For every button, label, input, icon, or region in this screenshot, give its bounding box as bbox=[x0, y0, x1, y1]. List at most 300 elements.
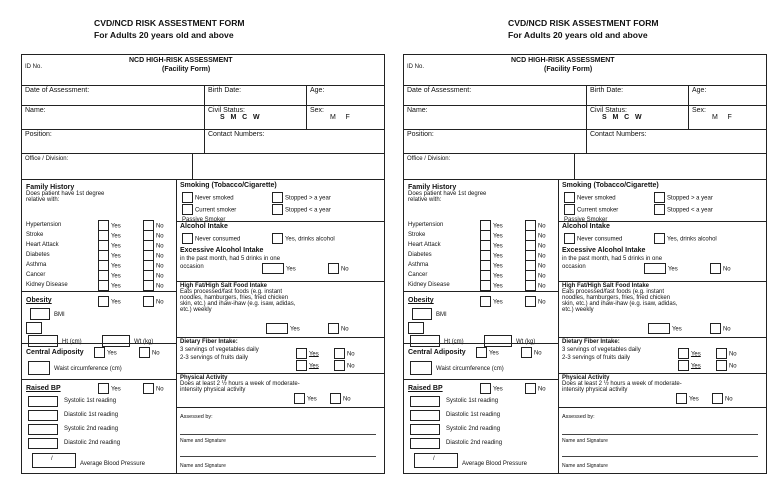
passive-smoker-label: Passive Smoker bbox=[564, 217, 608, 223]
alcohol-divider bbox=[558, 221, 766, 222]
activity-line2: intensity physical activity bbox=[180, 387, 246, 393]
fiber bbox=[180, 339, 382, 373]
yes-label: Yes bbox=[306, 396, 317, 403]
systolic1-box[interactable] bbox=[28, 396, 58, 407]
drinks-alcohol-label: Yes, drinks alcohol bbox=[666, 236, 717, 243]
no-checkbox[interactable] bbox=[328, 323, 339, 334]
yes-checkbox[interactable] bbox=[644, 263, 666, 274]
no-label: No bbox=[155, 233, 164, 240]
yes-label: Yes bbox=[308, 351, 319, 358]
assessed-by bbox=[180, 414, 380, 470]
central-adiposity bbox=[26, 346, 176, 380]
yes-checkbox[interactable] bbox=[476, 347, 487, 358]
name-signature-label-1: Name and Signature bbox=[180, 438, 226, 444]
bmi-box-2[interactable] bbox=[408, 322, 424, 334]
yes-label: Yes bbox=[690, 351, 701, 358]
avg-bp-slash: / bbox=[51, 456, 53, 462]
raised-bp bbox=[408, 382, 558, 474]
no-checkbox[interactable] bbox=[139, 347, 150, 358]
yes-checkbox[interactable] bbox=[480, 383, 491, 394]
activity-title: Physical Activity bbox=[180, 375, 228, 381]
sex-label: Sex: bbox=[310, 107, 325, 114]
family-sub1: Does patient have 1st degree bbox=[26, 191, 105, 197]
office-label: Office / Division: bbox=[25, 156, 69, 162]
highfat-line1: Eats processed/fast foods (e.g. instant bbox=[180, 289, 283, 295]
form-title-row bbox=[404, 55, 766, 86]
name-signature-label-2: Name and Signature bbox=[562, 463, 608, 469]
fiber-line1: 3 servings of vegetables daily bbox=[562, 347, 641, 353]
highfat-line2: noodles, hamburgers, fries, fried chicken bbox=[562, 295, 671, 301]
no-label: No bbox=[155, 263, 164, 270]
yes-checkbox[interactable] bbox=[480, 280, 491, 291]
obesity-title: Obesity bbox=[26, 297, 52, 304]
diastolic2-box[interactable] bbox=[28, 438, 58, 449]
adiposity-section bbox=[22, 343, 176, 344]
yes-checkbox[interactable] bbox=[480, 296, 491, 307]
systolic1-label: Systolic 1st reading bbox=[64, 398, 117, 404]
yes-label: Yes bbox=[492, 253, 503, 260]
family-history bbox=[408, 184, 556, 203]
yes-label: Yes bbox=[106, 350, 117, 357]
alcohol-title: Alcohol Intake bbox=[562, 223, 610, 230]
diastolic2-box[interactable] bbox=[410, 438, 440, 449]
assessment-form-right bbox=[403, 54, 767, 474]
no-label: No bbox=[537, 223, 546, 230]
sex-label: Sex: bbox=[692, 107, 707, 114]
highfat-divider bbox=[558, 281, 766, 282]
yes-checkbox[interactable] bbox=[266, 323, 288, 334]
smoking-title: Smoking (Tobacco/Cigarette) bbox=[180, 182, 277, 189]
signature-line bbox=[180, 434, 376, 435]
no-label: No bbox=[537, 253, 546, 260]
wt-label: Wt (kg) bbox=[134, 339, 154, 345]
civil-label: Civil Status: bbox=[208, 107, 245, 114]
diastolic1-label: Diastolic 1st reading bbox=[64, 412, 119, 418]
waist-label: Waist circumference (cm) bbox=[54, 366, 122, 372]
yes-label: Yes bbox=[285, 266, 296, 273]
no-checkbox[interactable] bbox=[328, 263, 339, 274]
yes-label: Yes bbox=[308, 363, 319, 370]
no-label: No bbox=[724, 396, 733, 403]
ht-label: Ht (cm) bbox=[444, 339, 464, 345]
position-row bbox=[22, 129, 384, 154]
form-subtitle: For Adults 20 years old and above bbox=[94, 30, 234, 40]
bp-title: Raised BP bbox=[26, 385, 61, 392]
form-header-left bbox=[94, 17, 245, 41]
systolic1-label: Systolic 1st reading bbox=[446, 398, 499, 404]
name-label: Name: bbox=[25, 107, 46, 114]
avg-bp-slash: / bbox=[433, 456, 435, 462]
current-smoker-label: Current smoker bbox=[194, 207, 237, 214]
diastolic1-label: Diastolic 1st reading bbox=[446, 412, 501, 418]
family-title: Family History bbox=[26, 184, 75, 191]
facility-subtitle: (Facility Form) bbox=[162, 66, 211, 73]
highfat-line4: etc.) weekly bbox=[180, 307, 212, 313]
no-label: No bbox=[533, 350, 542, 357]
no-checkbox[interactable] bbox=[710, 323, 721, 334]
date-label: Date of Assessment: bbox=[407, 87, 472, 94]
no-label: No bbox=[155, 386, 164, 393]
yes-label: Yes bbox=[492, 273, 503, 280]
no-checkbox[interactable] bbox=[334, 360, 345, 371]
signature-line bbox=[562, 434, 758, 435]
stopped-lt-checkbox[interactable] bbox=[272, 204, 283, 215]
stopped-lt-label: Stopped < a year bbox=[666, 207, 713, 214]
yes-label: Yes bbox=[110, 253, 121, 260]
systolic1-box[interactable] bbox=[410, 396, 440, 407]
sex-options: M F bbox=[712, 114, 732, 121]
family-item: Asthma bbox=[26, 262, 47, 268]
family-item: Diabetes bbox=[408, 252, 432, 258]
no-checkbox[interactable] bbox=[521, 347, 532, 358]
contact-label: Contact Numbers: bbox=[208, 131, 265, 138]
no-checkbox[interactable] bbox=[143, 296, 154, 307]
central-adiposity bbox=[408, 346, 558, 380]
yes-checkbox[interactable] bbox=[294, 393, 305, 404]
yes-checkbox[interactable] bbox=[678, 348, 689, 359]
yes-checkbox[interactable] bbox=[262, 263, 284, 274]
yes-label: Yes bbox=[492, 299, 503, 306]
excessive-title: Excessive Alcohol Intake bbox=[562, 247, 646, 254]
age-label: Age: bbox=[310, 87, 325, 94]
systolic2-box[interactable] bbox=[410, 424, 440, 435]
drinks-alcohol-checkbox[interactable] bbox=[654, 233, 665, 244]
systolic2-label: Systolic 2nd reading bbox=[446, 426, 501, 432]
no-label: No bbox=[342, 396, 351, 403]
civil-options: S M C W bbox=[602, 114, 642, 121]
fiber-line1: 3 servings of vegetables daily bbox=[180, 347, 259, 353]
bmi-box-2[interactable] bbox=[26, 322, 42, 334]
drinks-alcohol-checkbox[interactable] bbox=[272, 233, 283, 244]
yes-checkbox[interactable] bbox=[296, 360, 307, 371]
passive-smoker-label: Passive Smoker bbox=[182, 217, 226, 223]
family-item: Hypertension bbox=[26, 222, 62, 228]
office-label: Office / Division: bbox=[407, 156, 451, 162]
bp-section bbox=[404, 379, 558, 380]
date-row bbox=[404, 85, 766, 106]
waist-box[interactable] bbox=[28, 361, 50, 375]
column-divider bbox=[558, 179, 559, 473]
id-label: ID No. bbox=[25, 64, 43, 70]
yes-label: Yes bbox=[492, 223, 503, 230]
wt-label: Wt (kg) bbox=[516, 339, 536, 345]
fiber-title: Dietary Fiber Intake: bbox=[180, 339, 238, 345]
date-row bbox=[22, 85, 384, 106]
raised-bp bbox=[26, 382, 176, 474]
obesity-section bbox=[404, 291, 558, 292]
date-label: Date of Assessment: bbox=[25, 87, 90, 94]
systolic2-label: Systolic 2nd reading bbox=[64, 426, 119, 432]
name-signature-label-2: Name and Signature bbox=[180, 463, 226, 469]
form-subtitle: For Adults 20 years old and above bbox=[508, 30, 648, 40]
yes-checkbox[interactable] bbox=[676, 393, 687, 404]
yes-checkbox[interactable] bbox=[678, 360, 689, 371]
no-checkbox[interactable] bbox=[334, 348, 345, 359]
office-row bbox=[22, 153, 384, 180]
yes-label: Yes bbox=[688, 396, 699, 403]
yes-label: Yes bbox=[492, 283, 503, 290]
family-item: Stroke bbox=[26, 232, 44, 238]
diastolic1-box[interactable] bbox=[410, 410, 440, 421]
yes-checkbox[interactable] bbox=[648, 323, 670, 334]
yes-label: Yes bbox=[690, 363, 701, 370]
yes-label: Yes bbox=[110, 223, 121, 230]
assessed-divider bbox=[558, 407, 766, 408]
waist-box[interactable] bbox=[410, 361, 432, 375]
birth-label: Birth Date: bbox=[208, 87, 242, 94]
obesity-section bbox=[22, 291, 176, 292]
excessive-sub2: occasion bbox=[180, 264, 204, 270]
bp-title: Raised BP bbox=[408, 385, 443, 392]
no-label: No bbox=[346, 351, 355, 358]
never-consumed-label: Never consumed bbox=[194, 236, 241, 243]
avg-bp-label: Average Blood Pressure bbox=[462, 461, 527, 467]
current-smoker-checkbox[interactable] bbox=[564, 204, 575, 215]
yes-label: Yes bbox=[667, 266, 678, 273]
stopped-lt-checkbox[interactable] bbox=[654, 204, 665, 215]
diastolic1-box[interactable] bbox=[28, 410, 58, 421]
no-label: No bbox=[728, 363, 737, 370]
no-label: No bbox=[340, 326, 349, 333]
highfat-title: High Fat/High Salt Food Intake bbox=[180, 283, 267, 289]
bmi-label: BMI bbox=[54, 312, 65, 318]
no-label: No bbox=[728, 351, 737, 358]
yes-label: Yes bbox=[110, 273, 121, 280]
highfat-line2: noodles, hamburgers, fries, fried chicken bbox=[180, 295, 289, 301]
column-divider bbox=[176, 179, 177, 473]
family-item: Cancer bbox=[26, 272, 46, 278]
position-row bbox=[404, 129, 766, 154]
never-smoked-checkbox[interactable] bbox=[182, 192, 193, 203]
never-consumed-checkbox[interactable] bbox=[564, 233, 575, 244]
assessed-by-label: Assessed by: bbox=[562, 414, 595, 420]
alcohol bbox=[562, 223, 764, 283]
highfat-line1: Eats processed/fast foods (e.g. instant bbox=[562, 289, 665, 295]
diastolic2-label: Diastolic 2nd reading bbox=[64, 440, 121, 446]
family-item: Diabetes bbox=[26, 252, 50, 258]
activity-divider bbox=[558, 373, 766, 374]
excessive-sub1: in the past month, had 5 drinks in one bbox=[562, 256, 663, 262]
stopped-gt-label: Stopped > a year bbox=[666, 195, 713, 202]
obesity-title: Obesity bbox=[408, 297, 434, 304]
no-label: No bbox=[155, 253, 164, 260]
yes-label: Yes bbox=[110, 299, 121, 306]
never-smoked-checkbox[interactable] bbox=[564, 192, 575, 203]
bmi-label: BMI bbox=[436, 312, 447, 318]
no-label: No bbox=[537, 233, 546, 240]
no-label: No bbox=[155, 243, 164, 250]
yes-label: Yes bbox=[110, 233, 121, 240]
name-row bbox=[404, 105, 766, 130]
yes-label: Yes bbox=[110, 243, 121, 250]
yes-label: Yes bbox=[289, 326, 300, 333]
form-header-right bbox=[508, 17, 659, 41]
activity bbox=[562, 375, 764, 405]
no-label: No bbox=[155, 223, 164, 230]
never-smoked-label: Never smoked bbox=[194, 195, 234, 202]
yes-checkbox[interactable] bbox=[94, 347, 105, 358]
stopped-gt-checkbox[interactable] bbox=[654, 192, 665, 203]
diastolic2-label: Diastolic 2nd reading bbox=[446, 440, 503, 446]
name-label: Name: bbox=[407, 107, 428, 114]
bmi-box[interactable] bbox=[412, 308, 432, 320]
activity-line1: Does at least 2 ½ hours a week of moderate- bbox=[562, 381, 682, 387]
yes-label: Yes bbox=[110, 386, 121, 393]
yes-checkbox[interactable] bbox=[98, 280, 109, 291]
waist-label: Waist circumference (cm) bbox=[436, 366, 504, 372]
fiber-line2: 2-3 servings of fruits daily bbox=[562, 355, 631, 361]
contact-label: Contact Numbers: bbox=[590, 131, 647, 138]
family-item: Asthma bbox=[408, 262, 429, 268]
family-item: Stroke bbox=[408, 232, 426, 238]
yes-label: Yes bbox=[110, 263, 121, 270]
no-label: No bbox=[151, 350, 160, 357]
no-checkbox[interactable] bbox=[330, 393, 341, 404]
current-smoker-label: Current smoker bbox=[576, 207, 619, 214]
no-checkbox[interactable] bbox=[525, 383, 536, 394]
current-smoker-checkbox[interactable] bbox=[182, 204, 193, 215]
family-sub2: relative with: bbox=[408, 197, 442, 203]
excessive-sub2: occasion bbox=[562, 264, 586, 270]
avg-bp-box[interactable] bbox=[414, 453, 458, 468]
highfat-line3: skin, etc.) and ihaw-ihaw (e.g. isaw, adidas, bbox=[562, 301, 678, 307]
family-list bbox=[26, 221, 176, 291]
position-label: Position: bbox=[407, 131, 434, 138]
fiber-line2: 2-3 servings of fruits daily bbox=[180, 355, 249, 361]
yes-checkbox[interactable] bbox=[296, 348, 307, 359]
form-title: CVD/NCD RISK ASSESTMENT FORM bbox=[94, 18, 245, 28]
highfat bbox=[180, 283, 382, 339]
smoking-title: Smoking (Tobacco/Cigarette) bbox=[562, 182, 659, 189]
excessive-title: Excessive Alcohol Intake bbox=[180, 247, 264, 254]
excessive-sub1: in the past month, had 5 drinks in one bbox=[180, 256, 281, 262]
assessment-form-left bbox=[21, 54, 385, 474]
avg-bp-box[interactable] bbox=[32, 453, 76, 468]
yes-label: Yes bbox=[492, 386, 503, 393]
family-item: Cancer bbox=[408, 272, 428, 278]
avg-bp-label: Average Blood Pressure bbox=[80, 461, 145, 467]
highfat-line3: skin, etc.) and ihaw-ihaw (e.g. isaw, adidas, bbox=[180, 301, 296, 307]
no-label: No bbox=[537, 299, 546, 306]
no-checkbox[interactable] bbox=[710, 263, 721, 274]
never-consumed-checkbox[interactable] bbox=[182, 233, 193, 244]
never-consumed-label: Never consumed bbox=[576, 236, 623, 243]
highfat-title: High Fat/High Salt Food Intake bbox=[562, 283, 649, 289]
birth-label: Birth Date: bbox=[590, 87, 624, 94]
name-row bbox=[22, 105, 384, 130]
id-label: ID No. bbox=[407, 64, 425, 70]
never-smoked-label: Never smoked bbox=[576, 195, 616, 202]
yes-checkbox[interactable] bbox=[98, 296, 109, 307]
no-label: No bbox=[722, 326, 731, 333]
activity-line2: intensity physical activity bbox=[562, 387, 628, 393]
family-item: Heart Attack bbox=[26, 242, 59, 248]
no-checkbox[interactable] bbox=[525, 296, 536, 307]
stopped-gt-label: Stopped > a year bbox=[284, 195, 331, 202]
position-label: Position: bbox=[25, 131, 52, 138]
alcohol-divider bbox=[176, 221, 384, 222]
family-sub1: Does patient have 1st degree bbox=[408, 191, 487, 197]
no-label: No bbox=[155, 283, 164, 290]
alcohol bbox=[180, 223, 382, 283]
highfat-line4: etc.) weekly bbox=[562, 307, 594, 313]
adiposity-section bbox=[404, 343, 558, 344]
fiber-title: Dietary Fiber Intake: bbox=[562, 339, 620, 345]
no-checkbox[interactable] bbox=[143, 280, 154, 291]
alcohol-title: Alcohol Intake bbox=[180, 223, 228, 230]
form-title-row bbox=[22, 55, 384, 86]
no-label: No bbox=[346, 363, 355, 370]
yes-label: Yes bbox=[492, 263, 503, 270]
assessed-divider bbox=[176, 407, 384, 408]
no-checkbox[interactable] bbox=[712, 393, 723, 404]
yes-label: Yes bbox=[671, 326, 682, 333]
yes-label: Yes bbox=[492, 233, 503, 240]
no-checkbox[interactable] bbox=[716, 348, 727, 359]
drinks-alcohol-label: Yes, drinks alcohol bbox=[284, 236, 335, 243]
family-item: Kidney Disease bbox=[26, 282, 68, 288]
facility-subtitle: (Facility Form) bbox=[544, 66, 593, 73]
no-label: No bbox=[537, 263, 546, 270]
adiposity-title: Central Adiposity bbox=[408, 349, 466, 356]
fiber-divider bbox=[558, 337, 766, 338]
no-checkbox[interactable] bbox=[143, 383, 154, 394]
fiber bbox=[562, 339, 764, 373]
no-label: No bbox=[155, 273, 164, 280]
age-label: Age: bbox=[692, 87, 707, 94]
bp-section bbox=[22, 379, 176, 380]
activity-title: Physical Activity bbox=[562, 375, 610, 381]
signature-line bbox=[562, 456, 758, 457]
stopped-gt-checkbox[interactable] bbox=[272, 192, 283, 203]
name-signature-label-1: Name and Signature bbox=[562, 438, 608, 444]
form-title: CVD/NCD RISK ASSESTMENT FORM bbox=[508, 18, 659, 28]
no-label: No bbox=[722, 266, 731, 273]
no-checkbox[interactable] bbox=[716, 360, 727, 371]
assessed-by-label: Assessed by: bbox=[180, 414, 213, 420]
family-sub2: relative with: bbox=[26, 197, 60, 203]
no-label: No bbox=[537, 243, 546, 250]
sex-options: M F bbox=[330, 114, 350, 121]
family-item: Kidney Disease bbox=[408, 282, 450, 288]
no-label: No bbox=[537, 273, 546, 280]
family-title: Family History bbox=[408, 184, 457, 191]
yes-label: Yes bbox=[110, 283, 121, 290]
bmi-box[interactable] bbox=[30, 308, 50, 320]
no-checkbox[interactable] bbox=[525, 280, 536, 291]
family-history bbox=[26, 184, 174, 203]
family-list bbox=[408, 221, 558, 291]
assessed-by bbox=[562, 414, 762, 470]
civil-label: Civil Status: bbox=[590, 107, 627, 114]
activity-line1: Does at least 2 ½ hours a week of moderate- bbox=[180, 381, 300, 387]
highfat-divider bbox=[176, 281, 384, 282]
adiposity-title: Central Adiposity bbox=[26, 349, 84, 356]
no-label: No bbox=[537, 386, 546, 393]
facility-title: NCD HIGH-RISK ASSESSMENT bbox=[129, 57, 233, 64]
signature-line bbox=[180, 456, 376, 457]
highfat bbox=[562, 283, 764, 339]
civil-options: S M C W bbox=[220, 114, 260, 121]
no-label: No bbox=[537, 283, 546, 290]
yes-checkbox[interactable] bbox=[98, 383, 109, 394]
ht-label: Ht (cm) bbox=[62, 339, 82, 345]
no-label: No bbox=[155, 299, 164, 306]
office-row bbox=[404, 153, 766, 180]
family-item: Hypertension bbox=[408, 222, 444, 228]
activity-divider bbox=[176, 373, 384, 374]
systolic2-box[interactable] bbox=[28, 424, 58, 435]
